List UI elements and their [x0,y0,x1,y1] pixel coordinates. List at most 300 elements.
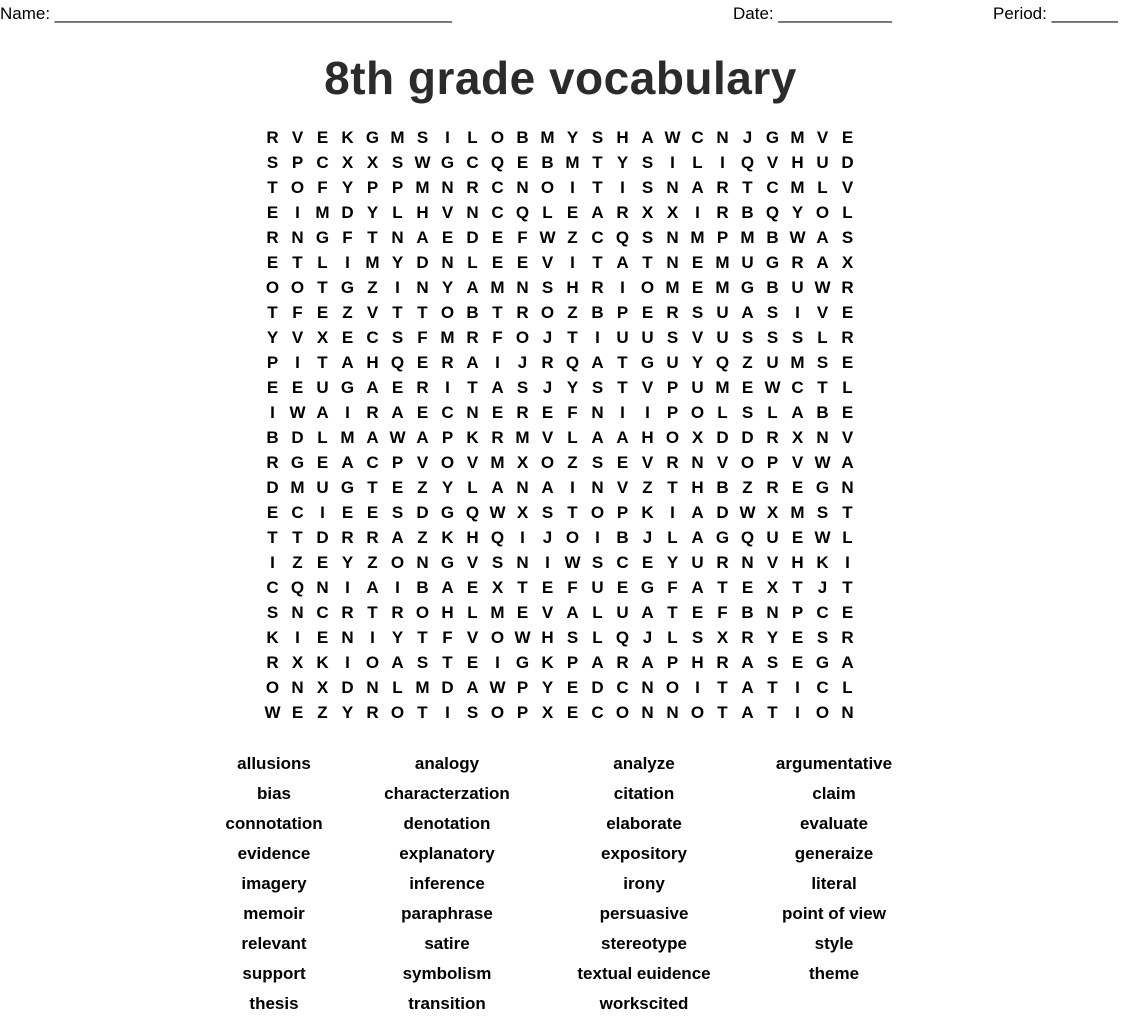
grid-letter: W [789,228,806,247]
grid-letter: E [566,703,579,722]
word-bank-item: theme [808,964,860,983]
grid-letter: I [595,328,600,347]
grid-letter: P [666,653,679,672]
word-bank-column-3 [534,750,754,1020]
grid-letter: M [490,453,505,472]
grid-letter: E [791,653,804,672]
grid-letter: H [441,603,454,622]
grid-letter: I [495,653,500,672]
grid-letter: R [341,603,354,622]
grid-letter: D [716,503,729,522]
grid-letter: M [790,503,805,522]
grid-letter: S [691,628,704,647]
grid-letter: N [516,553,529,572]
grid-letter: N [516,178,529,197]
grid-letter: W [739,503,756,522]
grid-letter: D [266,478,279,497]
grid-letter: U [816,153,829,172]
grid-letter: L [842,528,853,547]
grid-letter: L [467,603,478,622]
grid-letter: U [741,253,754,272]
grid-letter: J [517,353,528,372]
grid-letter: M [790,128,805,147]
grid-letter: R [391,603,404,622]
grid-letter: A [416,228,429,247]
grid-letter: T [367,603,378,622]
grid-letter: A [366,428,379,447]
grid-letter: L [717,403,728,422]
grid-letter: I [495,353,500,372]
grid-letter: Z [367,553,378,572]
grid-letter: Y [566,378,579,397]
grid-letter: N [341,628,354,647]
grid-letter: R [491,428,504,447]
grid-letter: M [565,153,580,172]
grid-letter: E [516,253,529,272]
grid-letter: T [667,603,678,622]
grid-letter: S [566,628,579,647]
grid-letter: S [816,628,829,647]
grid-letter: T [842,578,853,597]
grid-letter: C [616,678,629,697]
grid-letter: N [416,278,429,297]
grid-letter: L [467,253,478,272]
grid-letter: O [390,553,405,572]
grid-letter: D [341,678,354,697]
grid-letter: T [417,303,428,322]
grid-letter: M [340,428,355,447]
grid-letter: A [691,503,704,522]
grid-letter: C [816,603,829,622]
grid-letter: R [716,203,729,222]
grid-letter: R [516,403,529,422]
grid-letter: D [716,428,729,447]
grid-letter: X [541,703,554,722]
word-bank-item: allusions [237,754,311,773]
grid-letter: E [416,403,429,422]
grid-letter: U [316,478,329,497]
grid-letter: K [641,503,654,522]
grid-letter: T [767,703,778,722]
grid-letter: N [666,253,679,272]
grid-letter: Q [565,353,580,372]
grid-letter: I [570,478,575,497]
grid-letter: A [366,378,379,397]
grid-letter: Y [791,203,804,222]
grid-letter: O [290,278,305,297]
grid-letter: C [266,578,279,597]
grid-letter: T [792,578,803,597]
grid-letter: T [517,578,528,597]
grid-letter: A [491,478,504,497]
grid-letter: G [640,578,655,597]
grid-letter: C [791,378,804,397]
word-bank-column-4 [724,750,944,990]
grid-letter: T [317,353,328,372]
grid-letter: V [291,128,304,147]
grid-letter: Q [615,228,630,247]
grid-letter: E [566,203,579,222]
grid-letter: B [541,153,554,172]
grid-letter: N [816,428,829,447]
grid-letter: A [691,178,704,197]
grid-letter: I [395,578,400,597]
word-bank-item: characterzation [384,784,510,803]
grid-letter: T [742,178,753,197]
grid-letter: S [591,128,604,147]
grid-letter: S [591,378,604,397]
grid-letter: A [741,703,754,722]
grid-letter: R [791,253,804,272]
grid-letter: S [491,553,504,572]
grid-letter: T [442,653,453,672]
grid-letter: O [540,178,555,197]
grid-letter: E [266,203,279,222]
grid-letter: F [317,178,328,197]
grid-letter: I [620,403,625,422]
grid-letter: U [641,328,654,347]
grid-letter: Z [642,478,653,497]
grid-letter: L [317,428,328,447]
grid-letter: K [466,428,479,447]
grid-letter: R [516,303,529,322]
word-bank-item: denotation [403,814,491,833]
grid-letter: O [540,303,555,322]
grid-letter: M [515,428,530,447]
grid-letter: S [391,503,404,522]
grid-letter: N [291,678,304,697]
grid-letter: W [289,403,306,422]
grid-letter: A [741,678,754,697]
grid-letter: A [441,578,454,597]
grid-letter: R [716,178,729,197]
grid-letter: E [841,303,854,322]
grid-letter: A [616,253,629,272]
grid-letter: B [266,428,279,447]
grid-letter: Q [515,203,530,222]
grid-letter: Y [341,178,354,197]
grid-letter: R [366,403,379,422]
grid-letter: F [417,328,428,347]
grid-letter: H [616,128,629,147]
grid-letter: E [466,653,479,672]
grid-letter: N [666,703,679,722]
grid-letter: U [316,378,329,397]
grid-letter: J [542,378,553,397]
grid-letter: I [545,553,550,572]
grid-letter: Z [317,703,328,722]
grid-letter: M [415,678,430,697]
grid-letter: E [266,378,279,397]
grid-letter: C [816,678,829,697]
grid-letter: I [345,653,350,672]
grid-letter: L [667,628,678,647]
grid-letter: E [316,303,329,322]
grid-letter: N [666,228,679,247]
grid-letter: T [292,528,303,547]
grid-letter: U [766,528,779,547]
grid-letter: S [841,228,854,247]
date-field-line: Date: ____________ [733,4,892,23]
grid-letter: E [341,503,354,522]
grid-letter: T [642,253,653,272]
grid-letter: R [416,378,429,397]
grid-letter: I [520,528,525,547]
grid-letter: A [366,578,379,597]
grid-letter: N [391,228,404,247]
grid-letter: V [466,453,479,472]
grid-letter: Q [715,353,730,372]
grid-letter: D [291,428,304,447]
word-bank-item: textual euidence [577,964,711,983]
grid-letter: E [841,128,854,147]
word-bank-item: persuasive [599,904,689,923]
grid-letter: I [370,628,375,647]
grid-letter: X [841,253,854,272]
word-bank-item: memoir [243,904,305,923]
grid-letter: V [841,178,854,197]
grid-letter: C [616,553,629,572]
grid-letter: Z [342,303,353,322]
grid-letter: E [391,478,404,497]
grid-letter: R [616,203,629,222]
grid-letter: Q [290,578,305,597]
grid-letter: V [816,303,829,322]
grid-letter: A [741,303,754,322]
grid-letter: M [540,128,555,147]
grid-letter: V [541,603,554,622]
grid-letter: O [490,628,505,647]
grid-letter: L [842,203,853,222]
grid-letter: W [489,678,506,697]
grid-letter: N [416,553,429,572]
grid-letter: C [366,453,379,472]
grid-letter: H [466,528,479,547]
word-bank-item: support [242,964,306,983]
grid-letter: L [842,378,853,397]
grid-letter: M [490,603,505,622]
grid-letter: G [440,503,455,522]
grid-letter: V [841,428,854,447]
grid-letter: E [616,453,629,472]
grid-letter: O [265,678,280,697]
grid-letter: P [616,303,629,322]
grid-letter: N [516,278,529,297]
grid-letter: A [416,428,429,447]
grid-letter: T [817,378,828,397]
word-bank-item: explanatory [399,844,495,863]
page-title: 8th grade vocabulary [324,52,797,104]
grid-letter: E [366,503,379,522]
grid-letter: V [641,453,654,472]
grid-letter: X [516,503,529,522]
grid-letter: L [392,678,403,697]
word-bank-item: irony [623,874,665,893]
word-bank-column-2 [337,750,557,1020]
grid-letter: O [665,678,680,697]
grid-letter: N [366,678,379,697]
grid-letter: N [441,253,454,272]
grid-letter: T [617,378,628,397]
grid-letter: S [641,153,654,172]
grid-letter: R [616,653,629,672]
grid-letter: Q [615,628,630,647]
grid-letter: D [466,228,479,247]
word-bank-item: argumentative [775,754,893,773]
grid-letter: A [466,678,479,697]
grid-letter: T [267,528,278,547]
grid-letter: Z [417,528,428,547]
grid-letter: O [490,128,505,147]
grid-letter: S [266,603,279,622]
grid-letter: F [492,328,503,347]
grid-letter: X [791,428,804,447]
grid-letter: S [741,403,754,422]
grid-letter: V [291,328,304,347]
grid-letter: S [416,653,429,672]
grid-letter: M [715,253,730,272]
grid-letter: D [416,253,429,272]
grid-letter: B [416,578,429,597]
grid-letter: T [667,478,678,497]
grid-letter: V [466,553,479,572]
grid-letter: R [541,353,554,372]
grid-letter: J [542,528,553,547]
grid-letter: I [695,203,700,222]
grid-letter: M [715,278,730,297]
grid-letter: T [617,353,628,372]
grid-letter: A [816,253,829,272]
word-bank-item: stereotype [601,934,687,953]
grid-letter: A [466,353,479,372]
grid-letter: E [791,528,804,547]
grid-letter: F [442,628,453,647]
grid-letter: T [717,578,728,597]
grid-letter: C [466,153,479,172]
grid-letter: A [591,428,604,447]
grid-letter: U [766,353,779,372]
grid-letter: I [570,178,575,197]
grid-letter: A [391,528,404,547]
grid-letter: M [715,378,730,397]
grid-letter: A [591,353,604,372]
grid-letter: N [516,478,529,497]
grid-letter: B [766,278,779,297]
grid-letter: I [395,278,400,297]
grid-letter: E [516,603,529,622]
word-bank-item: generaize [794,844,874,863]
grid-letter: I [445,378,450,397]
grid-letter: S [266,153,279,172]
grid-letter: R [366,528,379,547]
grid-letter: U [691,378,704,397]
grid-letter: I [795,303,800,322]
grid-letter: N [441,178,454,197]
grid-letter: I [795,703,800,722]
grid-letter: O [490,703,505,722]
grid-letter: V [641,378,654,397]
grid-letter: W [539,228,556,247]
grid-letter: I [295,203,300,222]
grid-letter: R [666,453,679,472]
grid-letter: K [816,553,829,572]
grid-letter: R [441,353,454,372]
grid-letter: Z [567,453,578,472]
grid-letter: A [641,128,654,147]
grid-letter: G [340,378,355,397]
grid-letter: M [490,278,505,297]
grid-letter: Y [266,328,279,347]
grid-letter: M [440,328,455,347]
grid-letter: I [445,128,450,147]
grid-letter: T [467,378,478,397]
grid-letter: E [691,253,704,272]
grid-letter: E [441,228,454,247]
grid-letter: L [842,678,853,697]
grid-letter: Q [490,528,505,547]
word-bank-item: elaborate [606,814,682,833]
grid-letter: I [845,553,850,572]
grid-letter: N [841,478,854,497]
grid-letter: S [591,553,604,572]
grid-letter: R [841,328,854,347]
grid-letter: A [641,603,654,622]
grid-letter: L [767,403,778,422]
grid-letter: E [541,403,554,422]
grid-letter: O [515,328,530,347]
grid-letter: F [717,603,728,622]
grid-letter: T [317,278,328,297]
grid-letter: I [345,578,350,597]
grid-letter: B [466,303,479,322]
grid-letter: U [716,303,729,322]
grid-letter: T [842,503,853,522]
grid-letter: R [266,128,279,147]
grid-letter: R [366,703,379,722]
grid-letter: I [270,403,275,422]
grid-letter: N [291,228,304,247]
grid-letter: A [391,653,404,672]
grid-letter: O [290,178,305,197]
grid-letter: E [741,378,754,397]
grid-letter: I [270,553,275,572]
grid-letter: A [816,228,829,247]
grid-letter: R [266,653,279,672]
grid-letter: N [766,603,779,622]
grid-letter: W [489,503,506,522]
grid-letter: I [345,403,350,422]
grid-letter: S [466,703,479,722]
grid-letter: A [316,403,329,422]
period-field-line: Period: _______ [993,4,1118,23]
grid-letter: I [595,528,600,547]
grid-letter: R [766,428,779,447]
grid-letter: Y [341,703,354,722]
grid-letter: J [542,328,553,347]
grid-letter: E [491,228,504,247]
grid-letter: X [491,578,504,597]
grid-letter: O [615,703,630,722]
grid-letter: G [315,228,330,247]
grid-letter: S [791,328,804,347]
word-bank-item: claim [812,784,856,803]
grid-letter: R [591,278,604,297]
grid-letter: P [366,178,379,197]
grid-letter: I [620,278,625,297]
grid-letter: Z [367,278,378,297]
grid-letter: K [266,628,279,647]
grid-letter: D [441,678,454,697]
